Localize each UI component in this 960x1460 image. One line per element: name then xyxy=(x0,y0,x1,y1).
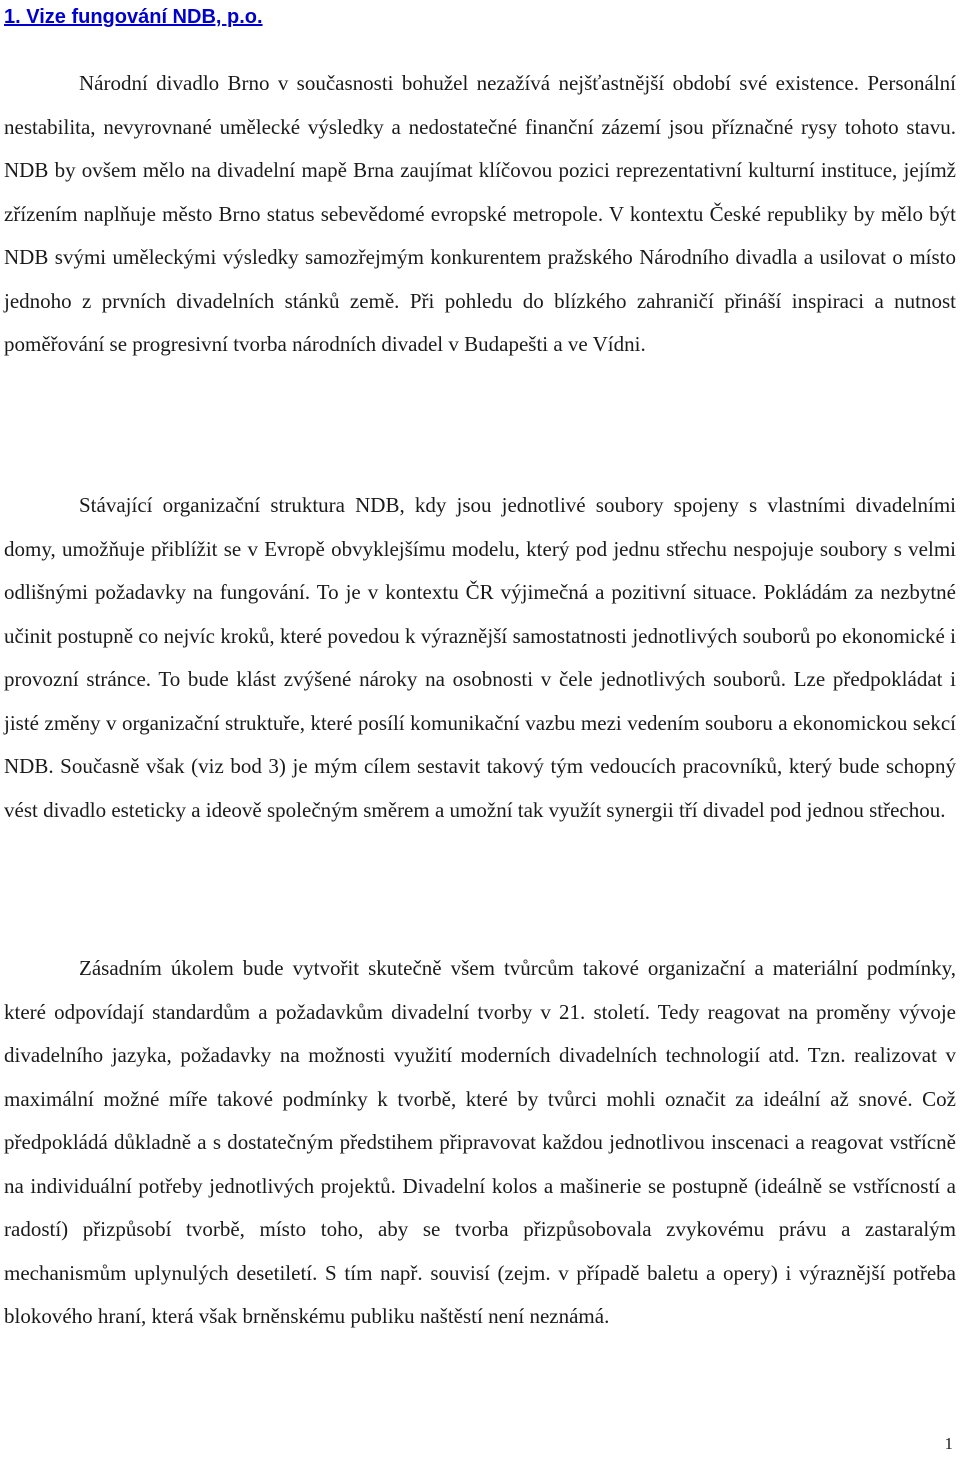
paragraph-organizational-structure: Stávající organizační struktura NDB, kdy jsou jednotlivé soubory spojeny s vlastními divadelními domy, umožňuje přiblížit se v Evropě obvyklejšímu modelu, který pod jednu střechu nespojuje soubory s velmi odlišnými požadavky na fungování. To je v kontextu ČR výjimečná a pozitivní situace. Pokládám za nezbytné učinit postupně co nejvíc kroků, které povedou k výraznější samostatnosti jednotlivých souborů po ekonomické i provozní stránce. To bude klást zvýšené nároky na osobnosti v čele jednotlivých souborů. Lze předpokládat i jisté změny v organizační struktuře, které posílí komunikační vazbu mezi vedením souboru a ekonomickou sekcí NDB. Současně však (viz bod 3) je mým cílem sestavit takový tým vedoucích pracovníků, který bude schopný vést divadlo esteticky a ideově společným směrem a umožní tak využít synergii tří divadel pod jednou střechou. xyxy=(4,493,956,822)
page-number: 1 xyxy=(944,1434,953,1453)
paragraph-key-task: Zásadním úkolem bude vytvořit skutečně všem tvůrcům takové organizační a materiální podmínky, které odpovídají standardům a požadavkům divadelní tvorby v 21. století. Tedy reagovat na proměny vývoje divadelního jazyka, požadavky na možnosti využití moderních divadelních technologií atd. Tzn. realizovat v maximální možné míře takové podmínky k tvorbě, které by tvůrci mohli označit za ideální až snové. Což předpokládá důkladně a s dostatečným předstihem připravovat každou jednotlivou inscenaci a reagovat vstřícně na individuální potřeby jednotlivých projektů. Divadelní kolos a mašinerie se postupně (ideálně se vstřícností a radostí) přizpůsobí tvorbě, místo toho, aby se tvorba přizpůsobovala zvykovému právu a zastaralým mechanismům uplynulých desetiletí. S tím např. souvisí (zejm. v případě baletu a opery) i výraznější potřeba blokového hraní, která však brněnskému publiku naštěstí není neznámá. xyxy=(4,956,956,1328)
section-heading: 1. Vize fungování NDB, p.o. xyxy=(4,6,263,28)
paragraph-vision-intro: Národní divadlo Brno v současnosti bohužel nezažívá nejšťastnější období své existence. Personální nestabilita, nevyrovnané umělecké výsledky a nedostatečné finanční zázemí jsou příznačné rysy tohoto stavu. NDB by ovšem mělo na divadelní mapě Brna zaujímat klíčovou pozici reprezentativní kulturní instituce, jejímž zřízením naplňuje město Brno status sebevědomé evropské metropole. V kontextu České republiky by mělo být NDB svými uměleckými výsledky samozřejmým konkurentem pražského Národního divadla a usilovat o místo jednoho z prvních divadelních stánků země. Při pohledu do blízkého zahraničí přináší inspiraci a nutnost poměřování se progresivní tvorba národních divadel v Budapešti a ve Vídni. xyxy=(4,71,956,356)
